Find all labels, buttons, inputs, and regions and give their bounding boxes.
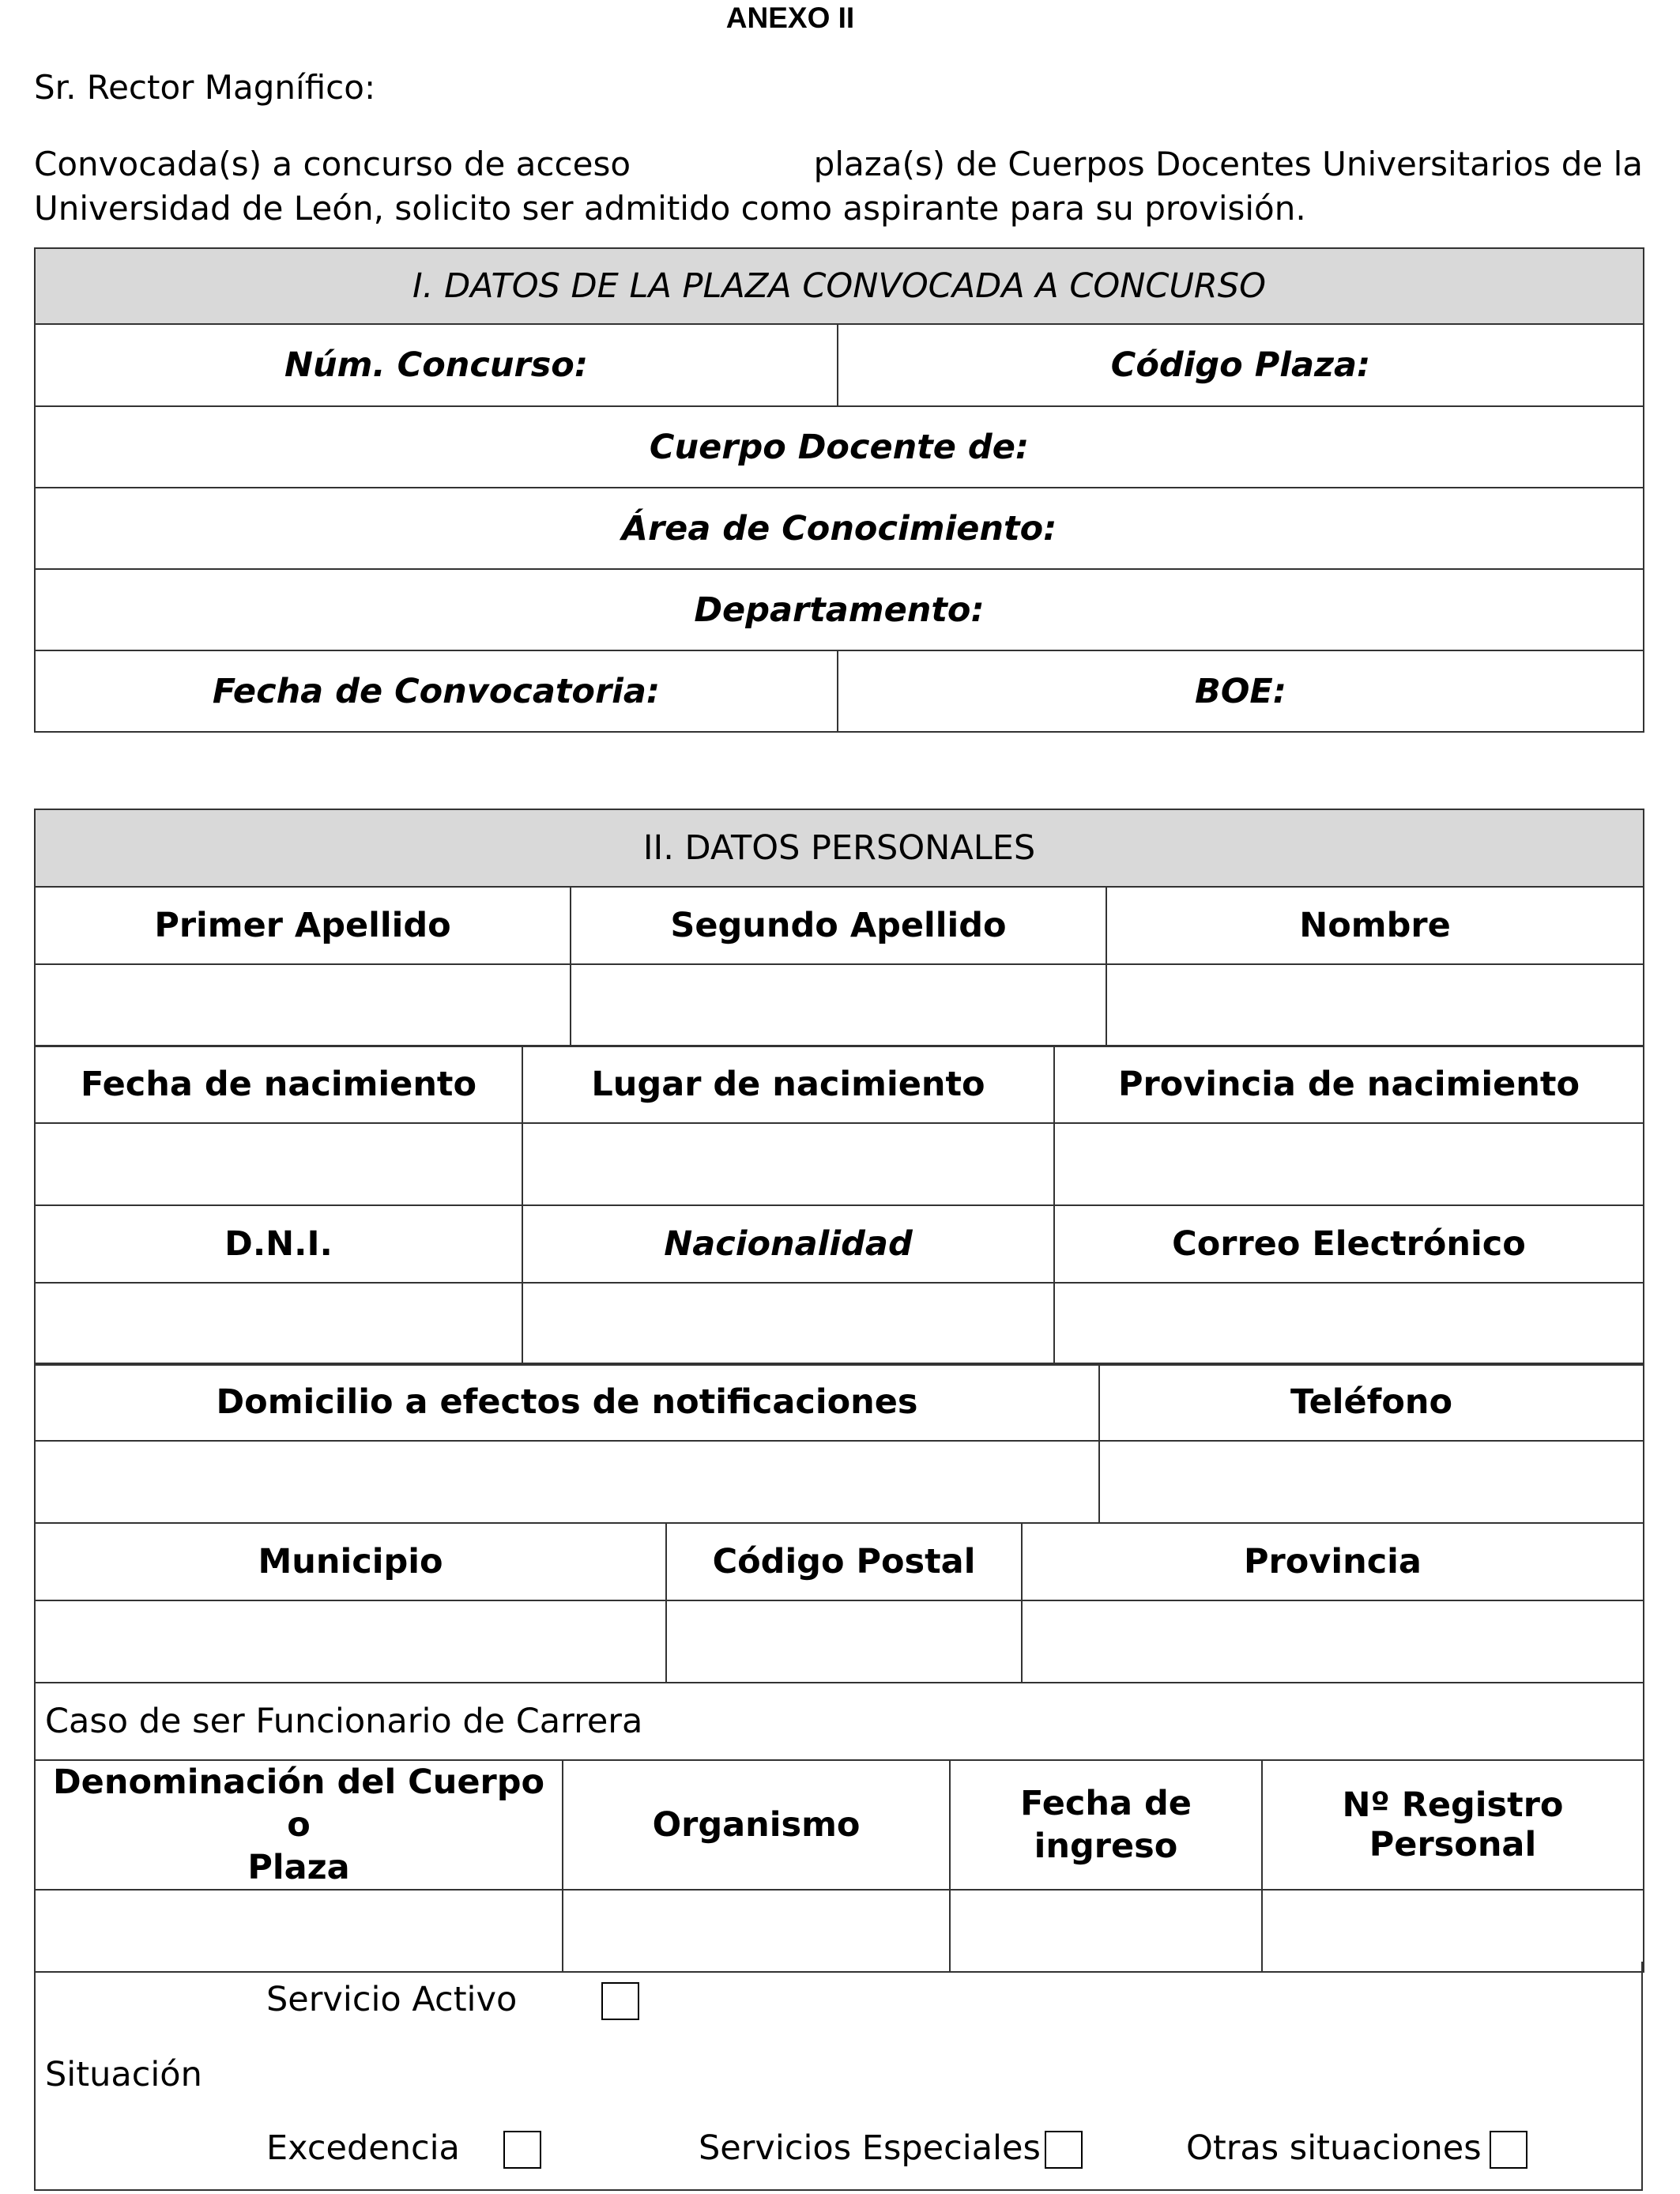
municipio-input[interactable] <box>35 1600 666 1683</box>
codigo-plaza-field[interactable] <box>838 324 1644 406</box>
nombre-input[interactable] <box>1106 964 1644 1046</box>
nombre-header: Nombre <box>1106 887 1644 964</box>
codigo-postal-header: Código Postal <box>666 1523 1022 1600</box>
provincia-input[interactable] <box>1022 1600 1644 1683</box>
salutation: Sr. Rector Magnífico: <box>34 68 376 107</box>
area-label: Área de Conocimiento: <box>621 508 1057 548</box>
section2-table-c <box>34 1363 1644 1524</box>
dni-input[interactable] <box>35 1283 522 1365</box>
domicilio-input[interactable] <box>35 1441 1099 1523</box>
departamento-label: Departamento: <box>694 590 985 630</box>
registro-input[interactable] <box>1262 1890 1644 1972</box>
lugar-nacimiento-header: Lugar de nacimiento <box>522 1046 1054 1123</box>
segundo-apellido-header: Segundo Apellido <box>571 887 1106 964</box>
section2-table-e <box>34 1759 1644 1973</box>
area-field[interactable] <box>35 488 1644 569</box>
denominacion-header: Denominación del Cuerpo o Plaza <box>35 1760 563 1890</box>
intro-part2: plaza(s) de Cuerpos Docentes Universitarios de la <box>813 145 1643 183</box>
section2-table-a <box>34 809 1644 1047</box>
fecha-ingreso-header: Fecha de ingreso <box>950 1760 1262 1890</box>
num-concurso-field[interactable] <box>35 324 838 406</box>
section2-table-d <box>34 1522 1644 1761</box>
num-concurso-label: Núm. Concurso: <box>284 345 589 385</box>
otras-situaciones-checkbox[interactable] <box>1490 2131 1527 2169</box>
segundo-apellido-input[interactable] <box>571 964 1106 1046</box>
telefono-input[interactable] <box>1099 1441 1644 1523</box>
section2-title: II. DATOS PERSONALES <box>35 809 1644 887</box>
otras-situaciones-label: Otras situaciones <box>1186 2128 1482 2168</box>
correo-header: Correo Electrónico <box>1054 1205 1644 1283</box>
nacionalidad-header: Nacionalidad <box>522 1205 1054 1283</box>
fecha-convocatoria-label: Fecha de Convocatoria: <box>212 671 661 711</box>
telefono-header: Teléfono <box>1099 1363 1644 1441</box>
codigo-plaza-label: Código Plaza: <box>1110 345 1371 385</box>
annex-title: ANEXO II <box>725 2 855 34</box>
servicios-especiales-label: Servicios Especiales <box>699 2128 1041 2168</box>
registro-header: Nº Registro Personal <box>1262 1760 1644 1890</box>
situacion-label: Situación <box>45 2055 202 2094</box>
boe-label: BOE: <box>1195 671 1286 711</box>
correo-input[interactable] <box>1054 1283 1644 1365</box>
provincia-nacimiento-input[interactable] <box>1054 1123 1644 1205</box>
funcionario-label: Caso de ser Funcionario de Carrera <box>35 1683 1644 1760</box>
dni-header: D.N.I. <box>35 1205 522 1283</box>
boe-field[interactable] <box>838 650 1644 732</box>
servicio-activo-checkbox[interactable] <box>601 1982 639 2020</box>
fecha-nacimiento-header: Fecha de nacimiento <box>35 1046 522 1123</box>
fecha-nacimiento-input[interactable] <box>35 1123 522 1205</box>
denominacion-input[interactable] <box>35 1890 563 1972</box>
section1-title: I. DATOS DE LA PLAZA CONVOCADA A CONCURSO <box>35 248 1644 324</box>
organismo-input[interactable] <box>563 1890 950 1972</box>
section1-table <box>34 247 1644 733</box>
primer-apellido-input[interactable] <box>35 964 571 1046</box>
intro-part1: Convocada(s) a concurso de acceso <box>34 145 631 183</box>
cuerpo-docente-label: Cuerpo Docente de: <box>649 427 1030 467</box>
domicilio-header: Domicilio a efectos de notificaciones <box>35 1363 1099 1441</box>
section2-table-b <box>34 1045 1644 1366</box>
primer-apellido-header: Primer Apellido <box>35 887 571 964</box>
provincia-header: Provincia <box>1022 1523 1644 1600</box>
excedencia-checkbox[interactable] <box>503 2131 541 2169</box>
excedencia-label: Excedencia <box>266 2128 460 2168</box>
lugar-nacimiento-input[interactable] <box>522 1123 1054 1205</box>
servicios-especiales-checkbox[interactable] <box>1045 2131 1083 2169</box>
fecha-ingreso-input[interactable] <box>950 1890 1262 1972</box>
codigo-postal-input[interactable] <box>666 1600 1022 1683</box>
fecha-convocatoria-field[interactable] <box>35 650 838 732</box>
servicio-activo-label: Servicio Activo <box>266 1980 518 2019</box>
municipio-header: Municipio <box>35 1523 666 1600</box>
departamento-field[interactable] <box>35 569 1644 650</box>
provincia-nacimiento-header: Provincia de nacimiento <box>1054 1046 1644 1123</box>
nacionalidad-input[interactable] <box>522 1283 1054 1365</box>
cuerpo-docente-field[interactable] <box>35 406 1644 488</box>
intro-line2: Universidad de León, solicito ser admitido como aspirante para su provisión. <box>34 189 1306 228</box>
organismo-header: Organismo <box>563 1760 950 1890</box>
